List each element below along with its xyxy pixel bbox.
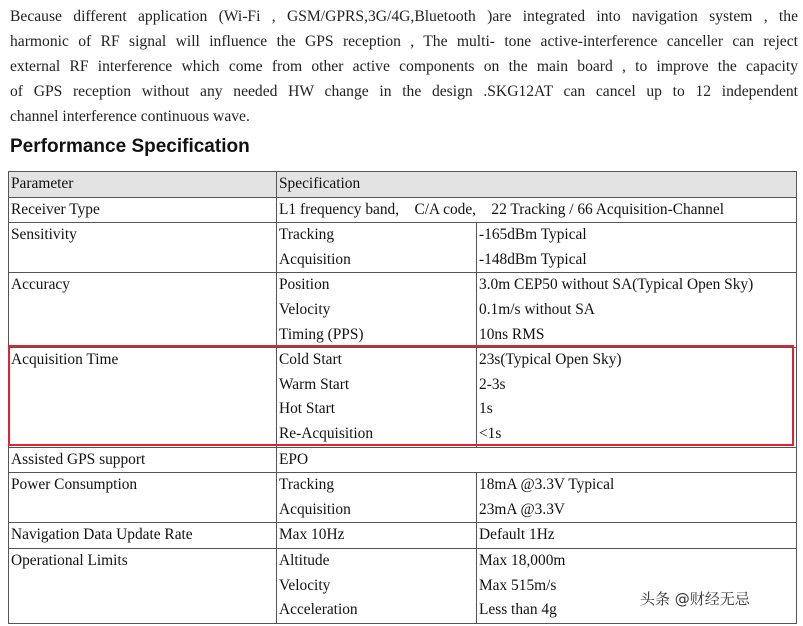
table-row-receiver-type (9, 197, 797, 223)
table-row-accuracy (9, 273, 797, 348)
spec-value: EPO (277, 447, 797, 473)
intro-line: Because different application (Wi-Fi , GSM/GPRS,3G/4G,Bluetooth )are integrated into navigation system , the (10, 8, 798, 25)
spec-value-line: <1s (479, 424, 502, 442)
spec-value-line: 18mA @3.3V Typical (479, 476, 615, 494)
spec-name (277, 348, 477, 447)
spec-value: Default 1Hz (477, 523, 797, 549)
spec-value-line: 3.0m CEP50 without SA(Typical Open Sky) (479, 276, 754, 294)
performance-spec-table (8, 171, 797, 624)
spec-name (277, 273, 477, 348)
spec-value-line: -148dBm Typical (479, 250, 587, 268)
spec-value-line: 2-3s (479, 375, 506, 393)
spec-value-line: -165dBm Typical (479, 226, 587, 244)
spec-name-line: Acquisition (279, 500, 351, 518)
param-label: Acquisition Time (9, 348, 277, 447)
table-row-power-consumption (9, 473, 797, 523)
watermark-label: 头条 @财经无忌 (640, 590, 750, 608)
param-label: Receiver Type (9, 197, 277, 223)
table-row-operational-limits (9, 548, 797, 623)
param-label: Accuracy (9, 273, 277, 348)
spec-name-line: Acceleration (279, 601, 358, 619)
spec-value (477, 473, 797, 523)
spec-value-line: 23s(Typical Open Sky) (479, 351, 622, 369)
spec-name-line: Warm Start (279, 375, 350, 393)
spec-value-line: 23mA @3.3V (479, 500, 566, 518)
spec-value-line: Less than 4g (479, 601, 557, 619)
intro-line: harmonic of RF signal will influence the GPS reception , The multi- tone active-interference canceller can reject (10, 33, 798, 50)
param-label: Power Consumption (9, 473, 277, 523)
header-parameter: Parameter (9, 172, 277, 198)
spec-value (477, 548, 797, 623)
spec-value: L1 frequency band, C/A code, 22 Tracking / 66 Acquisition-Channel (277, 197, 797, 223)
param-label: Sensitivity (9, 223, 277, 273)
param-label: Navigation Data Update Rate (9, 523, 277, 549)
spec-name-line: Position (279, 276, 330, 294)
spec-value (477, 273, 797, 348)
spec-name-line: Tracking (279, 226, 335, 244)
spec-value-line: 10ns RMS (479, 325, 545, 343)
spec-name-line: Velocity (279, 300, 331, 318)
spec-name-line: Altitude (279, 551, 330, 569)
spec-value-line: Max 18,000m (479, 551, 566, 569)
spec-name-line: Cold Start (279, 351, 342, 369)
spec-value-line: 1s (479, 400, 493, 418)
spec-name-line: Velocity (279, 576, 331, 594)
spec-name (277, 223, 477, 273)
table-row-nav-update-rate (9, 523, 797, 549)
spec-value (477, 223, 797, 273)
spec-value (477, 348, 797, 447)
spec-name-line: Acquisition (279, 250, 351, 268)
table-header-row (9, 172, 797, 198)
spec-name (277, 548, 477, 623)
header-specification: Specification (277, 172, 797, 198)
intro-paragraph (10, 4, 798, 129)
section-title: Performance Specification (10, 136, 250, 157)
table-row-agps (9, 447, 797, 473)
spec-name-line: Re-Acquisition (279, 424, 374, 442)
spec-name-line: Tracking (279, 476, 335, 494)
param-label: Assisted GPS support (9, 447, 277, 473)
intro-line: of GPS reception without any needed HW change in the design .SKG12AT can cancel up to 12 independent (10, 83, 798, 100)
intro-line: channel interference continuous wave. (10, 108, 250, 125)
intro-line: external RF interference which come from other active components on the main board , to improve the capacity (10, 58, 798, 75)
spec-name: Max 10Hz (277, 523, 477, 549)
spec-name-line: Hot Start (279, 400, 336, 418)
spec-value-line: Max 515m/s (479, 576, 557, 594)
spec-value-line: 0.1m/s without SA (479, 300, 595, 318)
param-label: Operational Limits (9, 548, 277, 623)
table-row-sensitivity (9, 223, 797, 273)
table-row-acquisition-time (9, 348, 797, 447)
spec-name-line: Timing (PPS) (279, 325, 364, 343)
spec-name (277, 473, 477, 523)
